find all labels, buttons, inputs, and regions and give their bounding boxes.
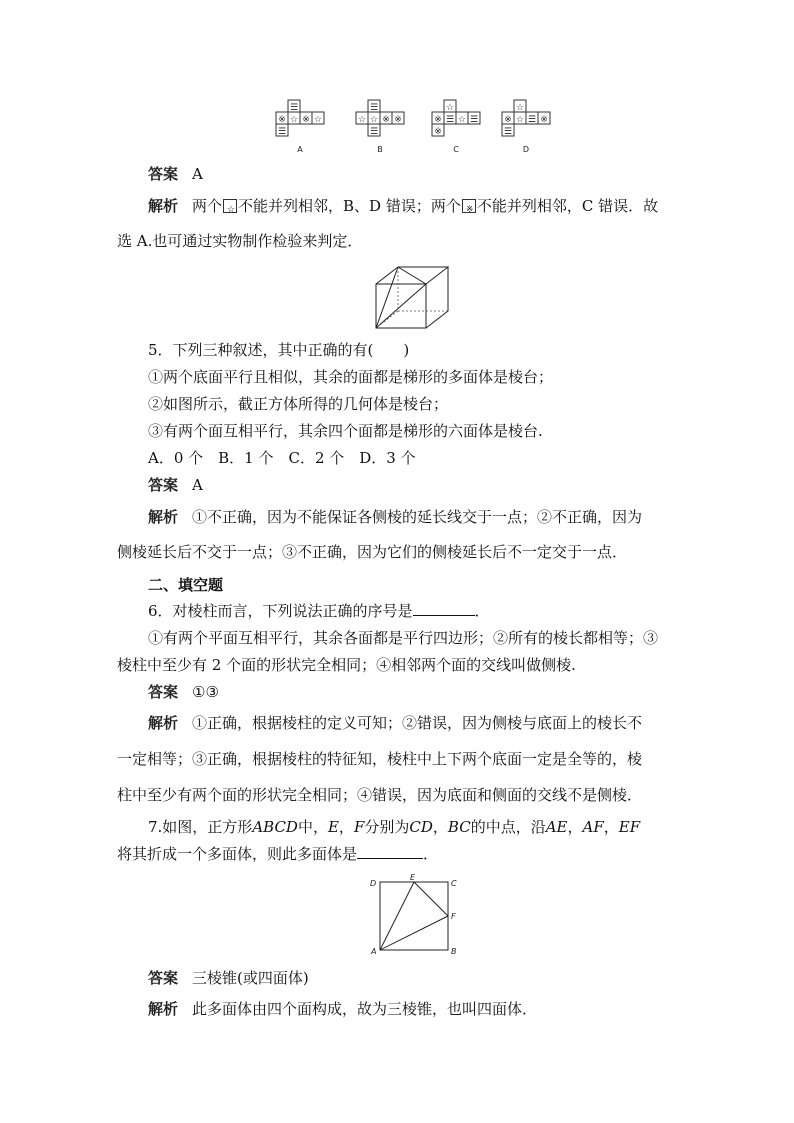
q7-line2-end: ． xyxy=(423,845,439,863)
q4-analysis-part2: 不能并列相邻，B、D 错误；两个 xyxy=(238,197,461,215)
q5-statement-2: ②如图所示，截正方体所得的几何体是棱台； xyxy=(148,395,449,413)
net-a-4: ☆ xyxy=(313,115,323,125)
net-b-2: ☆ xyxy=(369,115,379,125)
point-f-label: F xyxy=(451,912,456,921)
answer-label: 答案 xyxy=(148,969,179,987)
q6-line1: ①有两个平面互相平行，其余各面都是平行四边形；②所有的棱长都相等；③ xyxy=(148,629,659,647)
q5-analysis-text1: ①不正确，因为不能保证各侧棱的延长线交于一点；②不正确，因为 xyxy=(192,508,643,526)
point-e-label: E xyxy=(410,874,416,882)
net-a-top: ☰ xyxy=(289,103,299,113)
q5-statement-3: ③有两个面互相平行，其余四个面都是梯形的六面体是棱台. xyxy=(148,422,543,440)
q7-answer-blank[interactable] xyxy=(357,844,423,859)
net-a-1: ※ xyxy=(278,115,286,125)
q6-answer: ①③ xyxy=(192,683,219,701)
q5-options: A．0 个 B．1 个 C．2 个 D．3 个 xyxy=(148,449,416,467)
q7-answer: 三棱锥(或四面体) xyxy=(192,969,309,987)
q5-statement-1: ①两个底面平行且相似，其余的面都是梯形的多面体是棱台； xyxy=(148,368,554,386)
answer-label: 答案 xyxy=(148,683,179,701)
net-a-2: ☆ xyxy=(289,115,299,125)
q5-answer: A xyxy=(192,476,203,494)
q6-stem-end: ． xyxy=(474,602,490,620)
net-d-bottom: ☰ xyxy=(503,127,513,137)
q4-answer: A xyxy=(192,165,203,183)
q6-stem-text: 6．对棱柱而言，下列说法正确的序号是 xyxy=(148,602,413,620)
net-d-3: ☰ xyxy=(527,115,537,125)
q5-analysis-line2: 侧棱延长后不交于一点；③不正确，因为它们的侧棱延长后不一定交于一点． xyxy=(117,543,628,561)
q5-answer-line xyxy=(148,475,203,495)
analysis-label: 解析 xyxy=(148,197,179,215)
q4-analysis-line2: 选 A.也可通过实物制作检验来判定． xyxy=(117,232,363,250)
q6-analysis-line3: 柱中至少有两个面的形状完全相同；④错误，因为底面和侧面的交线不是侧棱． xyxy=(117,786,643,804)
q6-line2: 棱柱中至少有 2 个面的形状完全相同；④相邻两个面的交线叫做侧棱. xyxy=(117,656,576,674)
q7-analysis-text: 此多面体由四个面构成，故为三棱锥，也叫四面体． xyxy=(192,1000,538,1018)
q6-analysis-line1 xyxy=(148,713,642,733)
point-b-label: B xyxy=(451,947,457,956)
net-d-top: ☆ xyxy=(515,103,525,113)
analysis-label: 解析 xyxy=(148,1000,179,1018)
net-c-4: ☰ xyxy=(469,115,479,125)
section-title: 二、填空题 xyxy=(148,576,224,594)
q7-line2 xyxy=(117,844,438,864)
net-b-1: ☆ xyxy=(357,115,367,125)
point-c-label: C xyxy=(451,879,457,888)
net-d-1: ※ xyxy=(504,115,512,125)
q6-stem xyxy=(148,601,490,621)
q5-analysis-line1 xyxy=(148,507,642,527)
q7-line2-text: 将其折成一个多面体，则此多面体是 xyxy=(117,845,358,863)
net-c-1: ※ xyxy=(434,115,442,125)
point-a-label: A xyxy=(371,947,377,956)
q6-analysis-line2: 一定相等；③正确，根据棱柱的特征知，棱柱中上下两个底面一定是全等的，棱 xyxy=(117,750,643,768)
answer-label: 答案 xyxy=(148,165,179,183)
net-a-3: ※ xyxy=(302,115,310,125)
net-c-top: ☆ xyxy=(445,103,455,113)
net-b-bottom: ☰ xyxy=(369,127,379,137)
net-c-3: ☆ xyxy=(457,115,467,125)
q4-answer-line xyxy=(148,164,203,184)
net-b-4: ※ xyxy=(394,115,402,125)
truncated-cube-figure xyxy=(372,264,454,330)
net-c-bottom: ※ xyxy=(434,127,442,137)
snowflake-face-icon: ※ xyxy=(462,199,476,213)
q4-analysis-part1: 两个 xyxy=(192,197,223,215)
answer-label: 答案 xyxy=(148,476,179,494)
net-b-top: ☰ xyxy=(369,103,379,113)
analysis-label: 解析 xyxy=(148,508,179,526)
net-label-a: A xyxy=(297,145,303,154)
q5-stem: 5．下列三种叙述，其中正确的有( ) xyxy=(148,341,410,359)
net-d-4: ※ xyxy=(540,115,548,125)
net-label-c: C xyxy=(453,145,459,154)
q6-answer-line xyxy=(148,682,219,702)
net-d-2: ☆ xyxy=(515,115,525,125)
q6-answer-blank[interactable] xyxy=(413,601,475,616)
q6-analysis-text1: ①正确，根据棱柱的定义可知；②错误，因为侧棱与底面上的棱长不 xyxy=(192,714,643,732)
star-face-icon: ☆ xyxy=(223,199,237,213)
net-b-3: ※ xyxy=(382,115,390,125)
q7-analysis-line xyxy=(148,999,537,1019)
point-d-label: D xyxy=(370,879,377,888)
q7-answer-line xyxy=(148,968,309,988)
net-label-d: D xyxy=(522,145,530,154)
q7-stem: 7.如图，正方形ABCD中，E，F分别为CD，BC的中点，沿AE，AF，EF xyxy=(148,818,641,836)
cube-nets-figure xyxy=(268,96,558,158)
square-fold-figure xyxy=(368,874,464,958)
analysis-label: 解析 xyxy=(148,714,179,732)
q4-analysis-line1 xyxy=(148,196,658,216)
net-a-bottom: ☰ xyxy=(277,127,287,137)
net-label-b: B xyxy=(377,145,383,154)
q4-analysis-part3: 不能并列相邻，C 错误．故 xyxy=(476,197,659,215)
net-c-2: ☰ xyxy=(445,115,455,125)
